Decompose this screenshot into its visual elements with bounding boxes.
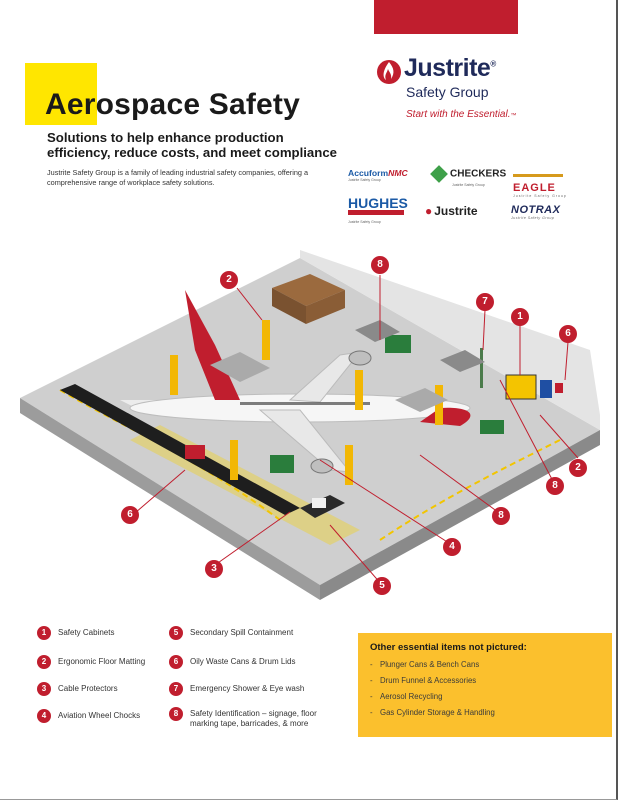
callout-8-right: 8 <box>546 477 564 495</box>
legend-item-5: 5 Secondary Spill Containment <box>169 626 293 640</box>
hangar-illustration <box>0 240 618 600</box>
other-item: - Plunger Cans & Bench Cans <box>370 660 602 669</box>
legend-item-7: 7 Emergency Shower & Eye wash <box>169 682 304 696</box>
other-item: - Drum Funnel & Accessories <box>370 676 602 685</box>
page-subtitle: Solutions to help enhance production efficiency, reduce costs, and meet compliance <box>47 130 337 160</box>
callout-8-center: 8 <box>492 507 510 525</box>
legend <box>37 626 357 736</box>
callout-6-right: 6 <box>559 325 577 343</box>
legend-item-2: 2 Ergonomic Floor Matting <box>37 655 145 669</box>
hangar-scene <box>0 240 618 600</box>
brand-tagline: Start with the Essential.™ <box>406 109 517 120</box>
engine <box>349 351 371 365</box>
callout-6-left: 6 <box>121 506 139 524</box>
callout-5: 5 <box>373 577 391 595</box>
brand-name: Justrite® <box>404 54 496 82</box>
other-items-title: Other essential items not pictured: <box>370 642 527 653</box>
eagle-logo: EAGLE Justrite Safety Group <box>513 174 567 198</box>
top-accent-bar <box>374 0 518 34</box>
callout-2-right: 2 <box>569 459 587 477</box>
callout-8-top: 8 <box>371 256 389 274</box>
aircraft-windows <box>240 402 370 405</box>
callout-3: 3 <box>205 560 223 578</box>
flame-logo-icon <box>376 56 402 86</box>
page-title: Aerospace Safety <box>45 88 300 121</box>
notrax-logo: NOTRAX Justrite Safety Group <box>511 204 561 220</box>
callout-1: 1 <box>511 308 529 326</box>
emergency-shower <box>480 348 483 388</box>
callout-2-left: 2 <box>220 271 238 289</box>
justrite-brand-block <box>376 52 556 127</box>
legend-item-4: 4 Aviation Wheel Chocks <box>37 709 140 723</box>
spill-drum <box>312 498 326 508</box>
checkers-logo: CHECKERS Justrite Safety Group <box>430 165 506 187</box>
brand-subtitle: Safety Group <box>406 84 489 100</box>
legend-item-3: 3 Cable Protectors <box>37 682 118 696</box>
legend-item-8: 8 Safety Identification – signage, floor marking tape, barricades, & more <box>169 707 334 729</box>
family-brands <box>345 162 585 232</box>
callout-7: 7 <box>476 293 494 311</box>
justrite-small-logo: ● Justrite <box>425 204 478 218</box>
cart <box>185 445 205 459</box>
flame-icon: ● <box>425 204 433 218</box>
other-item: - Gas Cylinder Storage & Handling <box>370 708 602 717</box>
callout-4: 4 <box>443 538 461 556</box>
accuform-nmc-logo: AccuformNMC Justrite Safety Group <box>348 168 408 182</box>
checkers-mark-icon <box>430 165 448 183</box>
legend-item-1: 1 Safety Cabinets <box>37 626 114 640</box>
legend-item-6: 6 Oily Waste Cans & Drum Lids <box>169 655 296 669</box>
intro-text: Justrite Safety Group is a family of leading industrial safety companies, offering a comprehensive range of workplace safety solutions. <box>47 168 309 187</box>
hughes-logo: HUGHES Justrite Safety Group <box>348 195 408 224</box>
other-item: - Aerosol Recycling <box>370 692 602 701</box>
eagle-wing-icon <box>513 174 563 180</box>
other-items-box <box>358 633 612 737</box>
